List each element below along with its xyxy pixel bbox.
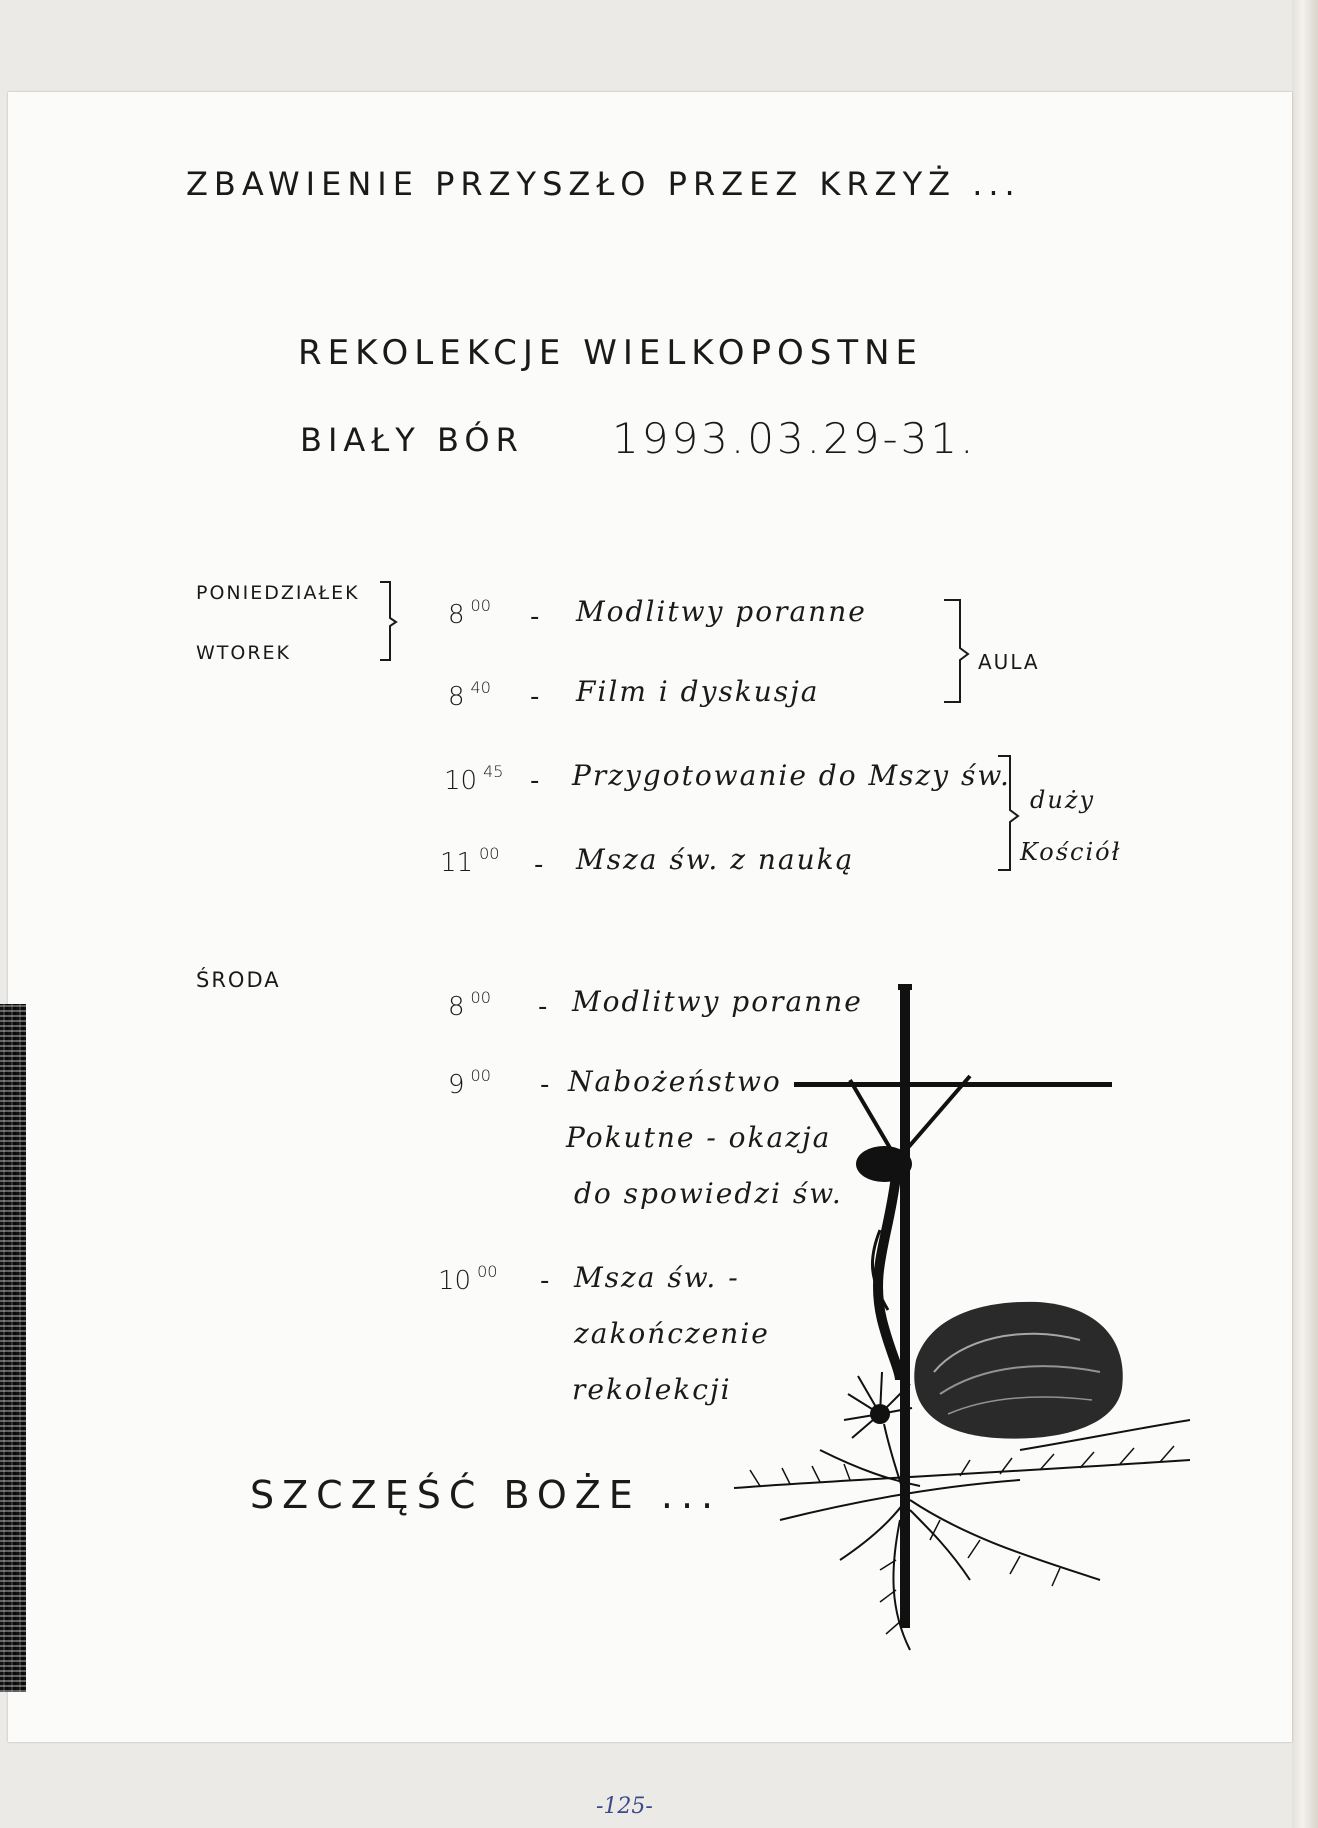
schedule-activity: Pokutne - okazja — [566, 1121, 832, 1154]
schedule-activity: Przygotowanie do Mszy św. — [572, 759, 1011, 792]
schedule-activity: Msza św. z nauką — [576, 843, 855, 876]
schedule-activity: rekolekcji — [572, 1373, 732, 1406]
separator-dash: - — [530, 766, 540, 796]
schedule-activity: Msza św. - — [574, 1261, 740, 1294]
aula-bracket — [938, 596, 972, 708]
location-church-line2: Kościół — [1020, 838, 1122, 866]
day-wednesday: ŚRODA — [196, 968, 281, 992]
separator-dash: - — [540, 1266, 550, 1296]
page-number: -125- — [596, 1794, 653, 1819]
schedule-time: 8 $^{40}$ — [448, 678, 491, 712]
location-aula: AULA — [978, 650, 1040, 674]
schedule-time: 8 $^{00}$ — [448, 596, 491, 630]
schedule-activity: Film i dyskusja — [576, 675, 820, 708]
scan-edge — [1292, 0, 1318, 1828]
event-place: BIAŁY BÓR — [300, 421, 524, 459]
schedule-time: 8 $^{00}$ — [448, 988, 491, 1022]
schedule-activity: zakończenie — [574, 1317, 770, 1350]
separator-dash: - — [530, 602, 540, 632]
document-title: ZBAWIENIE PRZYSZŁO PRZEZ KRZYŻ ... — [186, 165, 1021, 203]
days-bracket — [376, 578, 400, 664]
closing-blessing: SZCZĘŚĆ BOŻE ... — [250, 1473, 722, 1517]
schedule-time: 10 $^{45}$ — [444, 762, 504, 796]
crucifix-with-stone-and-flowers-icon — [720, 980, 1200, 1660]
event-date: 1993.03.29-31. — [612, 414, 977, 463]
scan-artifact-strip — [0, 1004, 26, 1692]
event-title: REKOLEKCJE WIELKOPOSTNE — [298, 333, 924, 373]
separator-dash: - — [538, 992, 548, 1022]
schedule-time: 10 $^{00}$ — [438, 1262, 498, 1296]
schedule-activity: Modlitwy poranne — [572, 985, 863, 1018]
day-monday: PONIEDZIAŁEK — [196, 582, 360, 604]
schedule-activity: Modlitwy poranne — [576, 595, 867, 628]
location-church-line1: duży — [1030, 786, 1096, 814]
schedule-time: 9 $^{00}$ — [448, 1066, 491, 1100]
separator-dash: - — [534, 850, 544, 880]
day-tuesday: WTOREK — [196, 642, 292, 664]
separator-dash: - — [530, 682, 540, 712]
schedule-activity: Nabożeństwo — [568, 1065, 782, 1098]
separator-dash: - — [540, 1070, 550, 1100]
schedule-activity: do spowiedzi św. — [574, 1177, 843, 1210]
schedule-time: 11 $^{00}$ — [440, 844, 500, 878]
